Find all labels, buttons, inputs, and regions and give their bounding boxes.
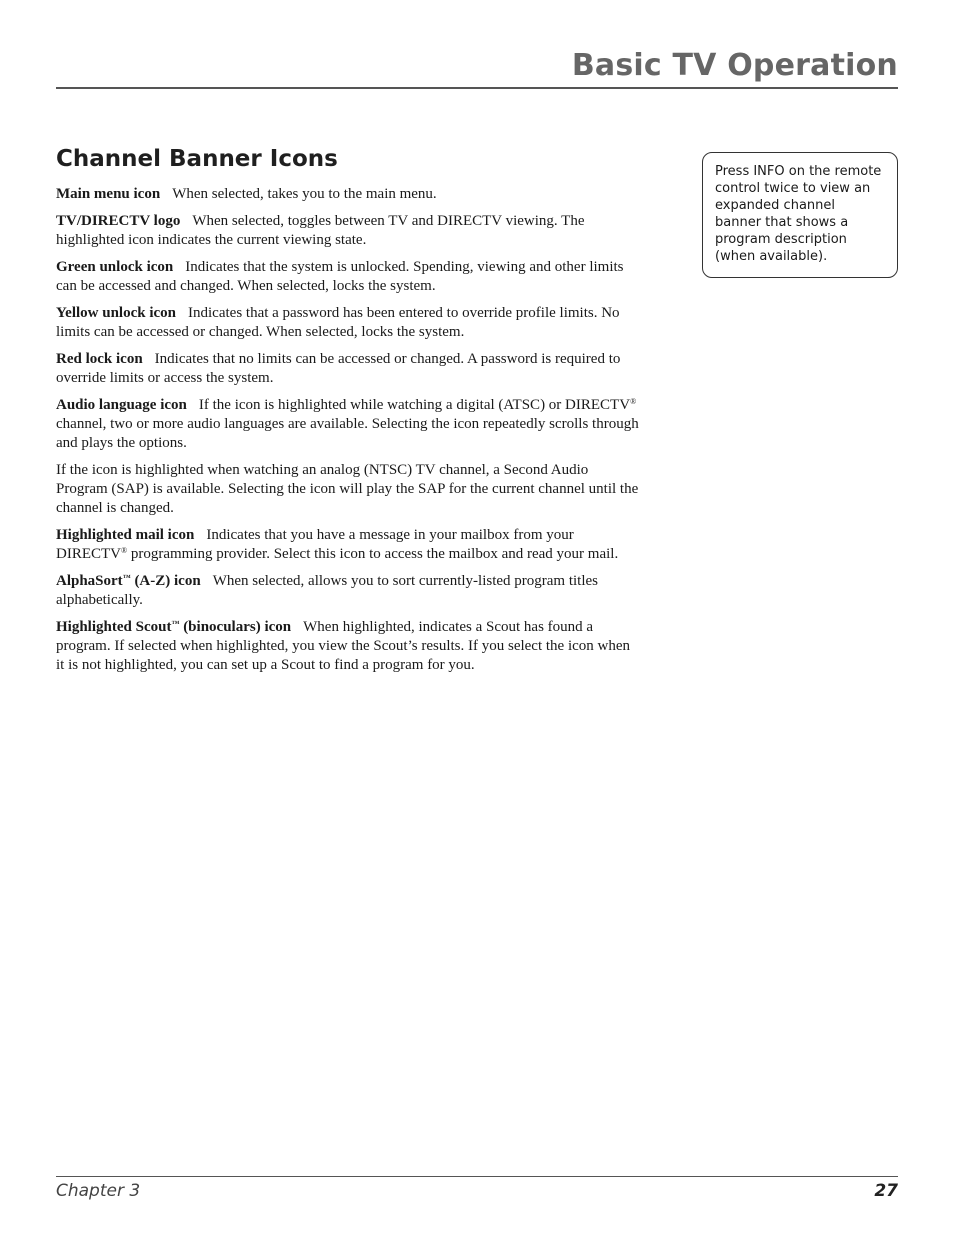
entry-list <box>56 185 642 683</box>
entry-description: Indicates that a password has been entered to override profile limits. No limits can be accessed or changed. When selected, locks the system. <box>56 305 620 340</box>
entry-tv-directv-logo <box>56 212 642 250</box>
entry-sap-note <box>56 461 642 518</box>
entry-description-part-a: If the icon is highlighted while watching a digital (ATSC) or DIRECTV <box>198 397 631 413</box>
entry-description: When selected, toggles between TV and DIRECTV viewing. The highlighted icon indicates the current viewing state. <box>56 213 585 248</box>
section-title: Channel Banner Icons <box>56 146 338 172</box>
entry-yellow-unlock-icon <box>56 304 642 342</box>
entry-green-unlock-icon <box>56 258 642 296</box>
entry-description-part-b: channel, two or more audio languages are available. Selecting the icon repeatedly scrolls through and plays the options. <box>56 416 639 451</box>
entry-term <box>56 619 291 635</box>
entry-plain-text: If the icon is highlighted when watching an analog (NTSC) TV channel, a Second Audio Program (SAP) is available. Selecting the icon will play the SAP for the current channel until the channel is changed. <box>56 462 639 516</box>
entry-term: Red lock icon <box>56 351 143 367</box>
entry-description-part-b: programming provider. Select this icon to access the mailbox and read your mail. <box>127 546 619 562</box>
tip-callout-box <box>702 152 898 278</box>
entry-term: Yellow unlock icon <box>56 305 177 321</box>
entry-description-part-a: Indicates that you have a message in your mailbox from your DIRECTV <box>56 527 574 562</box>
entry-term: Green unlock icon <box>56 259 174 275</box>
footer-divider <box>56 1176 898 1177</box>
registered-mark: ® <box>121 546 128 555</box>
entry-term-part-a: AlphaSort <box>56 573 123 589</box>
entry-description: Indicates that the system is unlocked. Spending, viewing and other limits can be accessed and changed. When selected, locks the system. <box>56 259 624 294</box>
entry-highlighted-scout-icon <box>56 618 642 675</box>
entry-main-menu-icon <box>56 185 642 204</box>
entry-term-part-a: Highlighted Scout <box>56 619 172 635</box>
registered-mark: ® <box>630 397 637 406</box>
trademark-mark: ™ <box>122 573 131 582</box>
entry-term-part-b: (A-Z) icon <box>130 573 201 589</box>
tip-text: Press INFO on the remote control twice to view an expanded channel banner that shows a program description (when available). <box>715 164 882 264</box>
trademark-mark: ™ <box>171 619 180 628</box>
entry-term: Main menu icon <box>56 186 161 202</box>
entry-alphasort-icon <box>56 572 642 610</box>
entry-description: When highlighted, indicates a Scout has found a program. If selected when highlighted, you view the Scout’s results. If you select the icon when it is not highlighted, you can set up a Scout to find a program for you. <box>56 619 631 673</box>
header-divider <box>56 87 898 89</box>
footer-chapter-label: Chapter 3 <box>56 1181 141 1201</box>
entry-red-lock-icon <box>56 350 642 388</box>
page-header-title: Basic TV Operation <box>571 48 898 83</box>
entry-term-part-b: (binoculars) icon <box>179 619 292 635</box>
footer-page-number: 27 <box>874 1181 898 1201</box>
entry-term: Highlighted mail icon <box>56 527 195 543</box>
entry-highlighted-mail-icon <box>56 526 642 564</box>
entry-description: When selected, takes you to the main menu. <box>172 186 437 202</box>
entry-term: Audio language icon <box>56 397 187 413</box>
entry-description: Indicates that no limits can be accessed or changed. A password is required to override limits or access the system. <box>56 351 621 386</box>
entry-audio-language-icon <box>56 396 642 453</box>
entry-term: TV/DIRECTV logo <box>56 213 181 229</box>
entry-description: When selected, allows you to sort currently-listed program titles alphabetically. <box>56 573 598 608</box>
entry-term <box>56 573 201 589</box>
